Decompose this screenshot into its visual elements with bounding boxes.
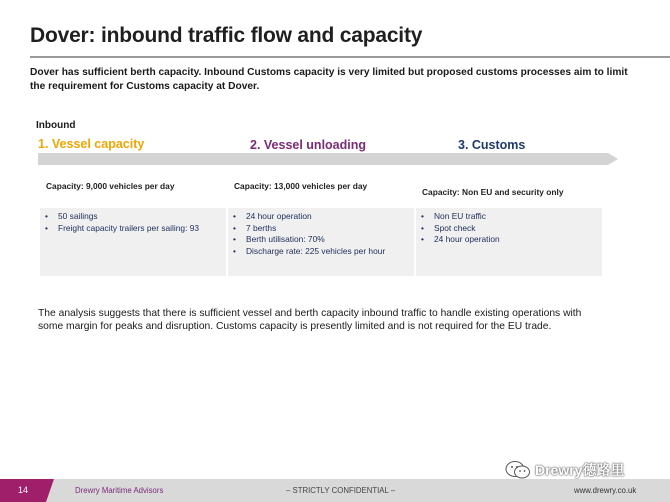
list-item: • Berth utilisation: 70% <box>246 234 414 246</box>
page-title: Dover: inbound traffic flow and capacity <box>30 24 423 47</box>
list-item: • 24 hour operation <box>246 211 414 223</box>
list-item: • 24 hour operation <box>434 234 602 246</box>
capacity-vessel: Capacity: 9,000 vehicles per day <box>46 181 175 191</box>
footer-company: Drewry Maritime Advisors <box>75 486 164 495</box>
details-vessel-capacity <box>40 208 226 276</box>
title-divider <box>30 56 670 58</box>
list-item: • 50 sailings <box>58 211 226 223</box>
step-customs: 3. Customs <box>458 138 526 152</box>
page-subtitle: Dover has sufficient berth capacity. Inbound Customs capacity is very limited but proposed customs processes aim to limit the requirement for Customs capacity at Dover. <box>30 67 628 92</box>
list-item: • Non EU traffic <box>434 211 602 223</box>
list-item: • Freight capacity trailers per sailing: 93 <box>58 223 226 235</box>
list-item: • Spot check <box>434 223 602 235</box>
step-vessel-capacity: 1. Vessel capacity <box>38 137 145 151</box>
wechat-icon <box>505 460 531 480</box>
capacity-unloading: Capacity: 13,000 vehicles per day <box>234 181 368 191</box>
footer <box>0 479 670 502</box>
list-item: • Discharge rate: 225 vehicles per hour <box>246 246 414 258</box>
page-number: 14 <box>0 479 46 502</box>
flow-arrow <box>38 151 618 167</box>
footer-url[interactable]: www.drewry.co.uk <box>574 486 637 495</box>
details-customs <box>416 208 602 276</box>
watermark-text: Drewry德路里 <box>535 462 625 478</box>
analysis-text: The analysis suggests that there is sufficient vessel and berth capacity inbound traffic to handle existing operations with some margin for peaks and disruption. Customs capacity is presently limited and is not required for the EU trade. <box>38 308 582 332</box>
section-label-inbound: Inbound <box>36 120 76 131</box>
page-number-accent <box>46 479 54 502</box>
details-vessel-unloading <box>228 208 414 276</box>
footer-confidential: – STRICTLY CONFIDENTIAL – <box>286 486 396 495</box>
capacity-customs: Capacity: Non EU and security only <box>422 187 564 197</box>
step-vessel-unloading: 2. Vessel unloading <box>250 138 367 152</box>
list-item: • 7 berths <box>246 223 414 235</box>
